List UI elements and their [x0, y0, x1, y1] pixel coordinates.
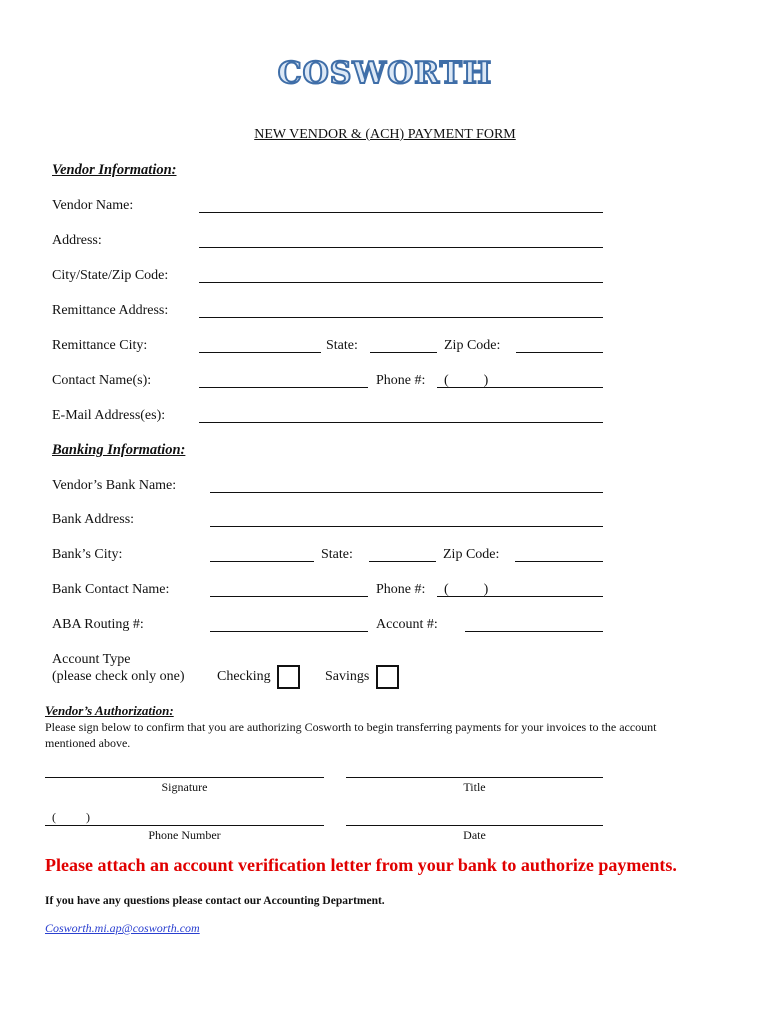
- phone-number-label: Phone Number: [148, 828, 221, 842]
- signature-label: Signature: [161, 780, 208, 794]
- aba-routing-field[interactable]: [210, 631, 368, 632]
- account-type-hint: (please check only one): [52, 669, 185, 684]
- auth-phone-parens: ( ): [52, 810, 90, 824]
- remittance-state-field[interactable]: [370, 352, 437, 353]
- bank-zip-field[interactable]: [515, 561, 603, 562]
- verification-letter-warning: Please attach an account verification letter from your bank to authorize payments.: [45, 855, 677, 875]
- bank-name-label: Vendor’s Bank Name:: [52, 478, 177, 493]
- remittance-state-label: State:: [326, 338, 358, 353]
- email-addresses-field[interactable]: [199, 422, 603, 423]
- title-label: Title: [463, 780, 486, 794]
- remittance-zip-label: Zip Code:: [444, 338, 501, 353]
- phone-number-field[interactable]: [45, 825, 324, 826]
- contact-names-label: Contact Name(s):: [52, 373, 152, 388]
- bank-zip-label: Zip Code:: [443, 547, 500, 562]
- date-label: Date: [463, 828, 486, 842]
- accounting-email-link[interactable]: Cosworth.mi.ap@cosworth.com: [45, 921, 200, 935]
- city-state-zip-field[interactable]: [199, 282, 603, 283]
- city-state-zip-label: City/State/Zip Code:: [52, 268, 169, 283]
- bank-address-field[interactable]: [210, 526, 603, 527]
- bank-city-label: Bank’s City:: [52, 547, 123, 562]
- vendor-authorization-heading: Vendor’s Authorization:: [45, 703, 174, 718]
- questions-contact-text: If you have any questions please contact our Accounting Department.: [45, 895, 385, 907]
- vendor-name-field[interactable]: [199, 212, 603, 213]
- checking-checkbox[interactable]: [277, 665, 300, 689]
- date-field[interactable]: [346, 825, 603, 826]
- aba-routing-label: ABA Routing #:: [52, 617, 144, 632]
- remittance-address-label: Remittance Address:: [52, 303, 169, 318]
- checking-label: Checking: [217, 669, 271, 684]
- vendor-phone-label: Phone #:: [376, 373, 426, 388]
- address-label: Address:: [52, 233, 102, 248]
- vendor-phone-parens: ( ): [444, 373, 489, 388]
- email-addresses-label: E-Mail Address(es):: [52, 408, 166, 423]
- vendor-information-heading: Vendor Information:: [52, 162, 177, 178]
- remittance-city-field[interactable]: [199, 352, 321, 353]
- bank-state-label: State:: [321, 547, 353, 562]
- account-number-label: Account #:: [376, 617, 438, 632]
- bank-address-label: Bank Address:: [52, 512, 135, 527]
- address-field[interactable]: [199, 247, 603, 248]
- contact-names-field[interactable]: [199, 387, 368, 388]
- bank-phone-parens: ( ): [444, 582, 489, 597]
- cosworth-logo: COSWORTH: [277, 56, 493, 91]
- account-type-label: Account Type: [52, 652, 131, 667]
- bank-contact-field[interactable]: [210, 596, 368, 597]
- remittance-address-field[interactable]: [199, 317, 603, 318]
- banking-information-heading: Banking Information:: [52, 442, 186, 458]
- form-title: NEW VENDOR & (ACH) PAYMENT FORM: [254, 127, 516, 142]
- savings-checkbox[interactable]: [376, 665, 399, 689]
- bank-phone-label: Phone #:: [376, 582, 426, 597]
- savings-label: Savings: [325, 669, 370, 684]
- bank-name-field[interactable]: [210, 492, 603, 493]
- remittance-city-label: Remittance City:: [52, 338, 148, 353]
- title-field[interactable]: [346, 777, 603, 778]
- bank-contact-label: Bank Contact Name:: [52, 582, 170, 597]
- bank-state-field[interactable]: [369, 561, 436, 562]
- account-number-field[interactable]: [465, 631, 603, 632]
- bank-city-field[interactable]: [210, 561, 314, 562]
- authorization-text: Please sign below to confirm that you are authorizing Cosworth to begin transferring payments for your invoices to the account mentioned above.: [45, 720, 657, 750]
- remittance-zip-field[interactable]: [516, 352, 603, 353]
- vendor-name-label: Vendor Name:: [52, 198, 134, 213]
- signature-field[interactable]: [45, 777, 324, 778]
